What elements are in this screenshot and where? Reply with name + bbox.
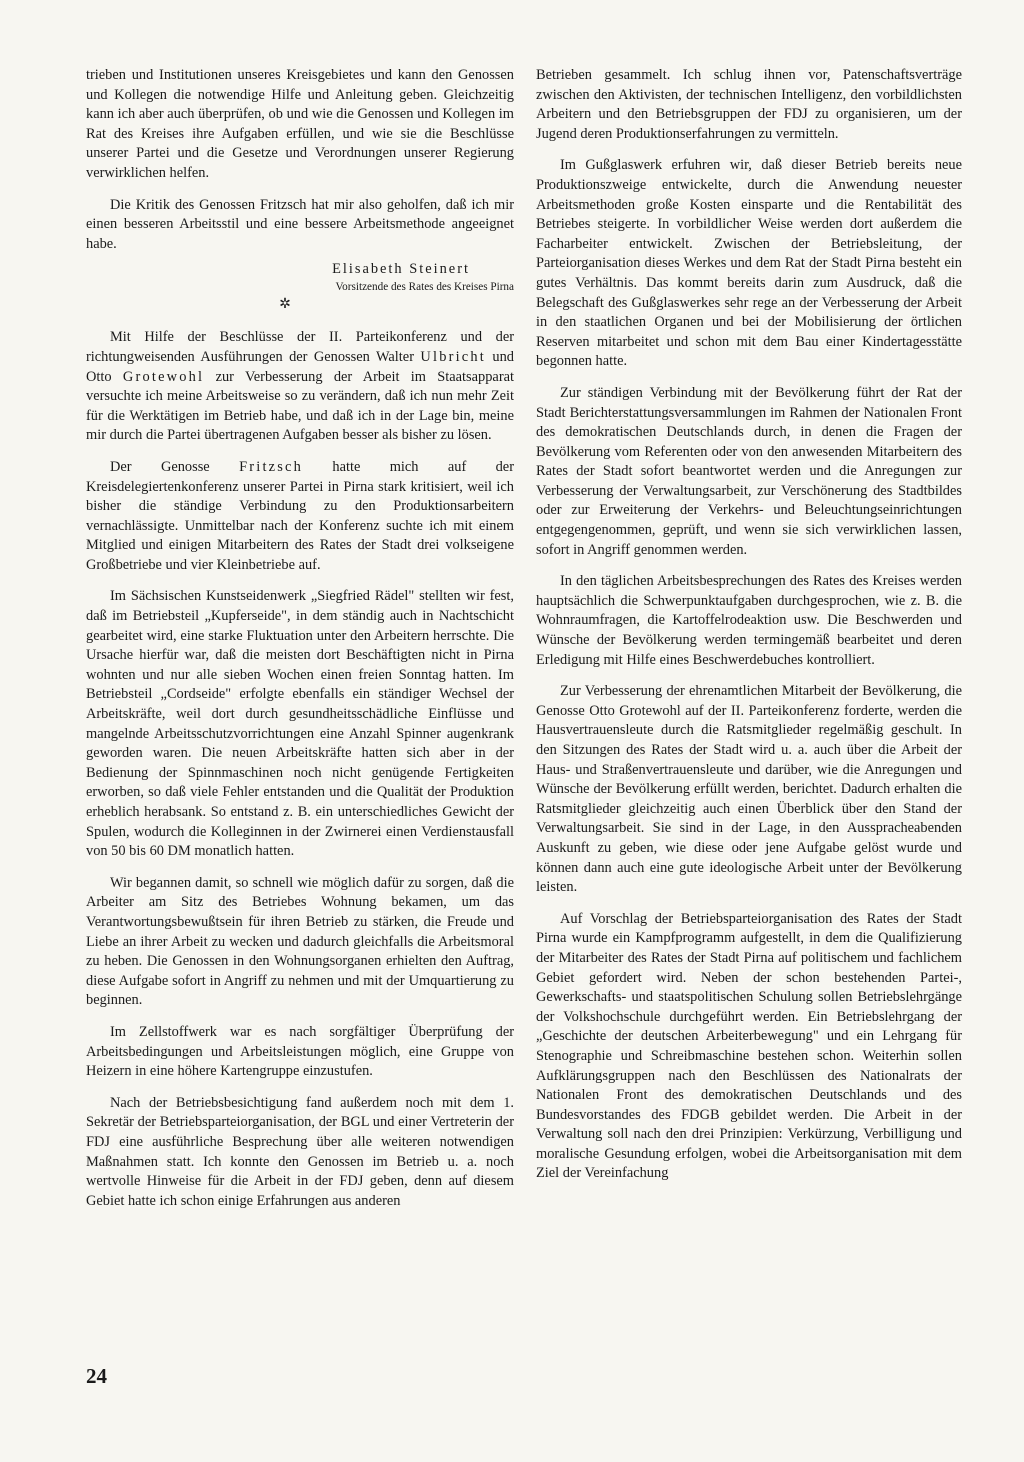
left-column [86,66,514,1223]
section-separator-icon: ✲ [279,297,291,313]
paragraph: Zur ständigen Verbindung mit der Bevölkerung führt der Rat der Stadt Berichterstattungsversammlungen im Rahmen der Nationalen Front des demokratischen Deutschlands durch, in denen die Fragen der Bevölkerung vom Referenten oder von den anwesenden Mitarbeitern des Rates der Stadt sofort beantwortet werden und die Anregungen zur Verbesserung der Verwaltungsarbeit, zur Verschönerung des Stadtbildes oder zur Erweiterung der Verkehrs- und Beleuchtungseinrichtungen entgegengenommen, geprüft, und wenn sie sich verwirklichen lassen, sofort in Angriff genommen werden. [536,384,962,558]
page-number: 24 [86,1364,107,1388]
paragraph: Betrieben gesammelt. Ich schlug ihnen vor, Patenschaftsverträge zwischen den Aktivisten, der technischen Intelligenz, den vorbildlichsten Arbeitern und den Betriebsgruppen der FDJ zu organisieren, um der Jugend deren Produktionserfahrungen zu vermitteln. [536,67,962,142]
name-spaced: Grotewohl [122,368,205,385]
paragraph: Nach der Betriebsbesichtigung fand außerdem noch mit dem 1. Sekretär der Betriebsparteiorganisation, der BGL und einer Vertreterin der FDJ eine ausführliche Besprechung über alle weiteren notwendigen Maßnahmen statt. Ich konnte den Genossen im Betrieb u. a. noch wertvolle Hinweise für die Arbeit in der FDJ geben, denn auf diesem Gebiet hatte ich schon einige Erfahrungen aus anderen [86,1094,514,1209]
name-spaced: Fritzsch [239,458,304,475]
signature-role: Vorsitzende des Rates des Kreises Pirna [335,281,514,294]
paragraph: Im Gußglaswerk erfuhren wir, daß dieser Betrieb bereits neue Produktionszweige entwickelte, durch die Anwendung neuester Arbeitsmethoden große Kosten einsparte und die Rentabilität des Betriebes steigerte. In vorbildlicher Weise werden dort außerdem die Facharbeiter entwickelt. Zwischen der Betriebsleitung, der Parteiorganisation dieses Werkes und dem Rat der Stadt Pirna besteht ein gutes Verhältnis. Das kommt bereits darin zum Ausdruck, daß die Belegschaft des Gußglaswerkes sehr rege an der Verbesserung der Arbeit in den staatlichen Organen und bei der Mobilisierung der örtlichen Reserven mitarbeitet und schon mit dem Bau einer Kindertagesstätte begonnen hatte. [536,157,962,370]
text-run: Mit Hilfe der Beschlüsse der II. Parteikonferenz und der richtungweisenden Ausführungen der Genossen Walter [86,329,514,365]
paragraph: Zur Verbesserung der ehrenamtlichen Mitarbeit der Bevölkerung, die Genosse Otto Grotewohl auf der II. Parteikonferenz forderte, werden die Hausvertrauensleute durch die Ratsmitglieder regelmäßig geschult. In den Sitzungen des Rates der Stadt wird u. a. auch über die Arbeit der Haus- und Straßenvertrauensleute und darüber, wie die Anregungen und Wünsche der Bevölkerung erfüllt werden, berichtet. Dadurch erhalten die Ratsmitglieder gleichzeitig auch einen Überblick über den Stand der Verwaltungsarbeit. Sie sind in der Lage, in den Ausspracheabenden Auskunft zu geben, wie diese oder jene Aufgabe gelöst wurde und können dann auch eine gute ideologische Arbeit unter der Bevölkerung leisten. [536,683,962,896]
signature-name: Elisabeth Steinert [332,261,470,278]
paragraph: In den täglichen Arbeitsbesprechungen des Rates des Kreises werden hauptsächlich die Schwerpunktaufgaben durchgesprochen, wie z. B. die Wohnraumfragen, die Kartoffelrodeaktion usw. Die Beschwerden und Wünsche der Bevölkerung werden termingemäß bearbeitet und deren Erledigung mit Hilfe eines Beschwerdebuches kontrolliert. [536,573,962,668]
paragraph: Im Zellstoffwerk war es nach sorgfältiger Überprüfung der Arbeitsbedingungen und Arbeitsleistungen möglich, eine Gruppe von Heizern in eine höhere Kartengruppe einzustufen. [86,1023,514,1080]
paragraph: Auf Vorschlag der Betriebsparteiorganisation des Rates der Stadt Pirna wurde ein Kampfprogramm aufgestellt, in dem die Qualifizierung der Mitarbeiter des Rates der Stadt Pirna auf politischem und fachlichem Gebiet gefordert wird. Neben der schon bestehenden Partei-, Gewerkschafts- und staatspolitischen Schulung sollen Betriebslehrgänge der Volkshochschule durchgeführt werden. Ein Betriebslehrgang der „Geschichte der deutschen Arbeiterbewegung" und ein Lehrgang für Stenographie und Schreibmaschine bestehen schon. Weiterhin sollen Aufklärungsgruppen nach den Beschlüssen des Nationalrats der Nationalen Front des demokratischen Deutschlands und des Bundesvorstandes des FDGB gebildet werden. Die Arbeit in der Verwaltung soll nach den drei Prinzipien: Verkürzung, Verbilligung und moralische Gesundung erfolgen, wobei die Arbeitsorganisation mit dem Ziel der Vereinfachung [536,910,962,1182]
paragraph: Wir begannen damit, so schnell wie möglich dafür zu sorgen, daß die Arbeiter am Sitz des Betriebes Wohnung bekamen, um das Verantwortungsbewußtsein für ihren Betrieb zu stärken, die Freude und Liebe an ihrer Arbeit zu wecken und dadurch gleichfalls die Arbeitsmoral zu heben. Die Genossen in den Wohnungsorganen erhielten den Auftrag, diese Aufgabe sofort in Angriff zu nehmen und mit der Umquartierung zu beginnen. [86,874,514,1009]
text-run: und Otto [86,348,514,385]
text-run: Der Genosse [110,458,240,475]
paragraph [86,328,514,446]
name-spaced: Ulbricht [420,348,486,365]
paragraph: Die Kritik des Genossen Fritzsch hat mir also geholfen, daß ich mir einen besseren Arbeitsstil und eine bessere Arbeitsmethode angeeignet habe. [86,196,514,252]
text-run: hatte mich auf der Kreisdelegiertenkonferenz unserer Partei in Pirna stark kritisiert, weil ich bisher die ständige Verbindung zu den Produktionsarbeitern vernachlässigte. Unmittelbar nach der Konferenz suchte ich mit einem Mitglied und einigen Mitarbeitern des Rates der Stadt drei volkseigene Großbetriebe und vier Kleinbetriebe auf. [86,458,514,573]
paragraph: trieben und Institutionen unseres Kreisgebietes und kann den Genossen und Kollegen die notwendige Hilfe und Anleitung geben. Gleichzeitig kann ich aber auch überprüfen, ob und wie die Genossen und Kollegen im Rat des Kreises ihre Aufgaben erfüllen, und wie sie die Beschlüsse unserer Partei und die Gesetze und Verordnungen unserer Regierung verwirklichen helfen. [86,67,514,181]
right-column [536,66,962,1196]
paragraph: Im Sächsischen Kunstseidenwerk „Siegfried Rädel" stellten wir fest, daß im Betriebsteil „Kupferseide", in dem ständig auch in Nachtschicht gearbeitet wird, eine starke Fluktuation unter den Arbeitern herrschte. Die Ursache hierfür war, daß die meisten dort Beschäftigten nicht in Pirna wohnten und nur alle sieben Wochen einen freien Sonntag hatten. Im Betriebsteil „Cordseide" erfolgte ebenfalls ein ständiger Wechsel der Arbeitskräfte, weil dort durch gesundheitsschädliche Einflüsse und mangelnde Arbeitsschutzvorrichtungen eine Anzahl Spinner augenkrank geworden waren. Die neuen Arbeitskräfte hatten sich aber in der Bedienung der Spinnmaschinen noch nicht genügende Fertigkeiten erworben, so daß viele Fehler entstanden und die Qualität der Produktion erheblich herabsank. So entstand z. B. ein unterschiedliches Gewicht der Spulen, wodurch die Kolleginnen in der Zwirnerei einen Verdienstausfall von 50 bis 60 DM monatlich hatten. [86,588,514,860]
paragraph [86,458,514,576]
text-run: zur Verbesserung der Arbeit im Staatsapparat versuchte ich meine Arbeitsweise so zu verändern, daß ich nun mehr Zeit für die Werktätigen im Betrieb habe, und daß ich in der Lage bin, meine mir durch die Partei übertragenen Aufgaben besser als bisher zu lösen. [86,368,515,444]
